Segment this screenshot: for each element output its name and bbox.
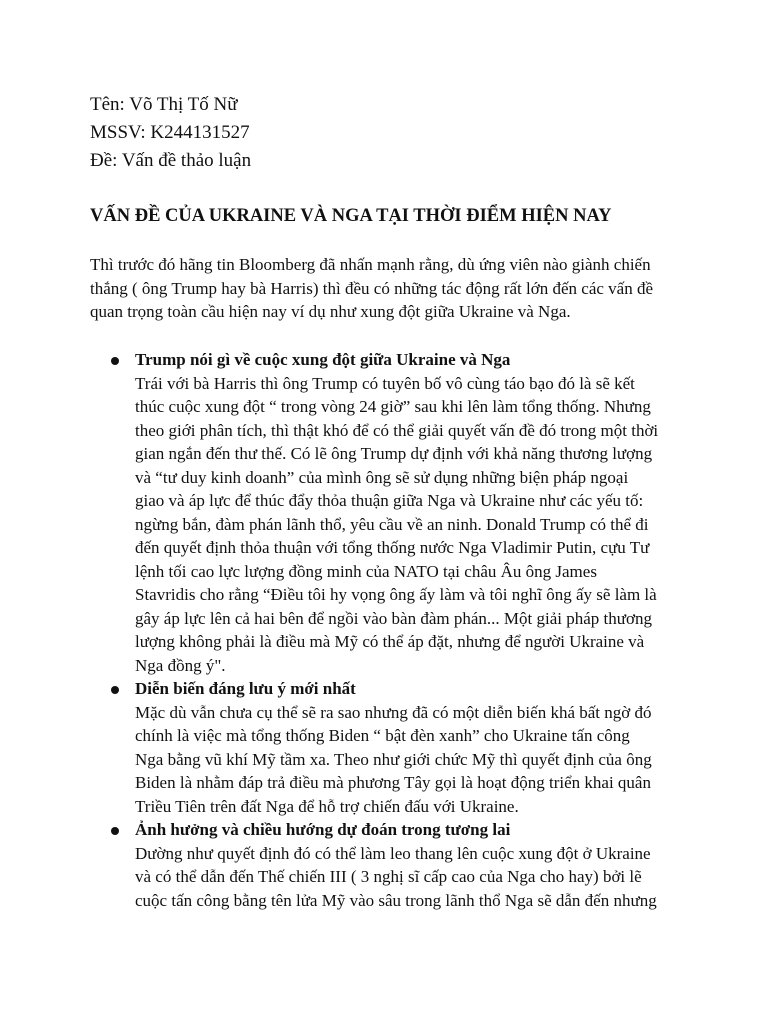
- bullet-heading: Trump nói gì về cuộc xung đột giữa Ukraine và Nga: [135, 350, 511, 369]
- body-line: theo giới phân tích, thì thật khó để có thể giải quyết vấn đề đó trong một thời: [135, 420, 659, 440]
- body-line: Dường như quyết định đó có thể làm leo thang lên cuộc xung đột ở Ukraine: [135, 843, 651, 863]
- bullet-dot-icon: [111, 357, 119, 365]
- intro-line: Thì trước đó hãng tin Bloomberg đã nhấn mạnh rằng, dù ứng viên nào giành chiến: [90, 255, 651, 274]
- body-line: ngừng bắn, đàm phán lãnh thổ, yêu cầu về an ninh. Donald Trump có thể đi: [135, 514, 649, 534]
- assignment-topic: Đề: Vấn đề thảo luận: [90, 150, 252, 171]
- body-line: và “tư duy kinh doanh” của mình ông sẽ sử dụng những biện pháp ngoại: [135, 467, 629, 487]
- body-line: Biden là nhằm đáp trả điều mà phương Tây gọi là hoạt động triển khai quân: [135, 773, 651, 792]
- bullet-item-future-impact: [0, 818, 768, 912]
- body-line: chính là việc mà tổng thống Biden “ bật đèn xanh” cho Ukraine tấn công: [135, 726, 630, 745]
- body-line: Stavridis cho rằng “Điều tôi hy vọng ông ấy làm và tôi nghĩ ông ấy sẽ làm là: [135, 585, 657, 604]
- bullet-dot-icon: [111, 686, 119, 694]
- body-line: giao và áp lực để thúc đẩy thỏa thuận giữa Nga và Ukraine như các yếu tố:: [135, 491, 644, 510]
- bullet-item-latest-developments: [0, 677, 768, 818]
- body-line: Mặc dù vẫn chưa cụ thể sẽ ra sao nhưng đã có một diễn biến khá bất ngờ đó: [135, 702, 652, 722]
- student-name: Tên: Võ Thị Tố Nữ: [90, 94, 238, 115]
- body-line: Nga bằng vũ khí Mỹ tầm xa. Theo như giới chức Mỹ thì quyết định của ông: [135, 749, 652, 769]
- document-title: VẤN ĐỀ CỦA UKRAINE VÀ NGA TẠI THỜI ĐIỂM HIỆN NAY: [90, 206, 612, 226]
- body-line: đến quyết định thỏa thuận với tổng thống nước Nga Vladimir Putin, cựu Tư: [135, 538, 650, 557]
- body-line: lượng không phải là điều mà Mỹ có thể áp đặt, nhưng để người Ukraine và: [135, 632, 645, 651]
- body-line: Nga đồng ý".: [135, 655, 226, 675]
- body-line: và có thể dẫn đến Thế chiến III ( 3 nghị sĩ cấp cao của Nga cho hay) bởi lẽ: [135, 867, 642, 886]
- body-line: lệnh tối cao lực lượng đồng minh của NATO tại châu Âu ông James: [135, 561, 597, 581]
- intro-line: thắng ( ông Trump hay bà Harris) thì đều có những tác động rất lớn đến các vấn đề: [90, 278, 654, 298]
- bullet-dot-icon: [111, 827, 119, 835]
- intro-line: quan trọng toàn cầu hiện nay ví dụ như xung đột giữa Ukraine và Nga.: [90, 302, 571, 321]
- bullet-heading: Diễn biến đáng lưu ý mới nhất: [135, 679, 356, 698]
- bullet-list: [0, 348, 768, 912]
- bullet-item-trump: [0, 348, 768, 677]
- body-line: Trái với bà Harris thì ông Trump có tuyên bố vô cùng táo bạo đó là sẽ kết: [135, 373, 635, 393]
- body-line: cuộc tấn công bằng tên lửa Mỹ vào sâu trong lãnh thổ Nga sẽ dẫn đến nhưng: [135, 890, 657, 910]
- body-line: Triều Tiên trên đất Nga để hỗ trợ chiến đấu với Ukraine.: [135, 796, 519, 816]
- body-line: gây áp lực lên cả hai bên để ngồi vào bàn đàm phán... Một giải pháp thương: [135, 608, 652, 628]
- intro-paragraph: [90, 253, 690, 324]
- bullet-heading: Ảnh hưởng và chiều hướng dự đoán trong tương lai: [135, 820, 511, 839]
- body-line: gian ngắn đến thư thế. Có lẽ ông Trump dự định với khả năng thương lượng: [135, 444, 653, 463]
- student-id: MSSV: K244131527: [90, 122, 250, 143]
- body-line: thúc cuộc xung đột “ trong vòng 24 giờ” sau khi lên làm tổng thống. Nhưng: [135, 397, 651, 416]
- student-info: [90, 91, 251, 175]
